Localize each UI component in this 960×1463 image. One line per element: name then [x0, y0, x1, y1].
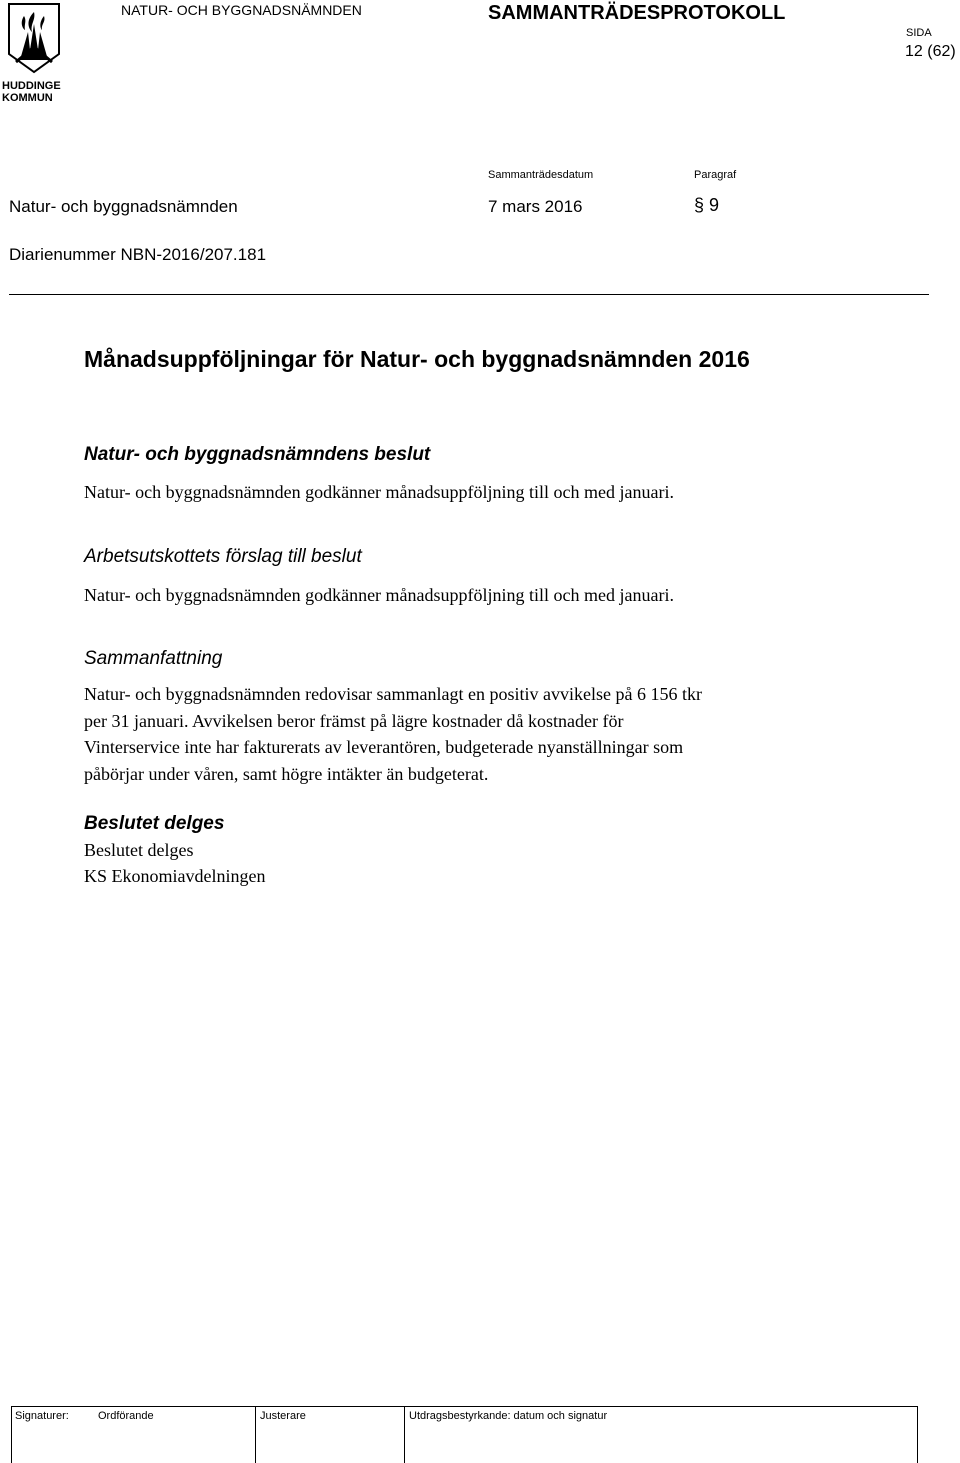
proposal-text: Natur- och byggnadsnämnden godkänner månadsuppföljning till och med januari.	[84, 585, 674, 605]
meeting-date-label: Sammanträdesdatum	[488, 169, 594, 181]
summary-line: Natur- och byggnadsnämnden redovisar sammanlagt en positiv avvikelse på 6 156 tkr	[84, 684, 702, 704]
distribution-heading: Beslutet delges	[84, 813, 225, 834]
paragraph-label: Paragraf	[694, 169, 737, 181]
page-label: SIDA	[906, 27, 932, 39]
summary-line: Vinterservice inte har fakturerats av leverantören, budgeterade nyanställningar som	[84, 737, 684, 757]
logo-text-line1: HUDDINGE	[2, 80, 61, 92]
signature-divider	[404, 1406, 405, 1463]
chair-signature-field: Ordförande	[98, 1410, 154, 1422]
organization-header: NATUR- OCH BYGGNADSNÄMNDEN	[121, 2, 362, 18]
adjuster-signature-field: Justerare	[260, 1410, 306, 1422]
certifier-signature-field: Utdragsbestyrkande: datum och signatur	[409, 1410, 608, 1422]
huddinge-logo	[2, 2, 62, 104]
summary-text	[84, 681, 702, 787]
page-number: 12 (62)	[905, 43, 956, 60]
distribution-line: KS Ekonomiavdelningen	[84, 866, 266, 886]
page-title: Månadsuppföljningar för Natur- och byggnadsnämnden 2016	[84, 346, 750, 372]
header-divider	[9, 294, 929, 295]
decision-text: Natur- och byggnadsnämnden godkänner månadsuppföljning till och med januari.	[84, 482, 674, 502]
summary-heading: Sammanfattning	[84, 648, 223, 669]
signatures-label: Signaturer:	[15, 1410, 69, 1422]
summary-line: påbörjar under våren, samt högre intäkter än budgeterat.	[84, 763, 489, 784]
paragraph-number: § 9	[694, 195, 720, 215]
signature-divider	[255, 1406, 256, 1463]
committee-name: Natur- och byggnadsnämnden	[9, 197, 238, 216]
logo-text-line2: KOMMUN	[2, 92, 53, 104]
proposal-heading: Arbetsutskottets förslag till beslut	[84, 546, 362, 567]
distribution-line: Beslutet delges	[84, 840, 194, 860]
summary-line: per 31 januari. Avvikelsen beror främst på lägre kostnader då kostnader för	[84, 710, 624, 731]
diary-number: Diarienummer NBN-2016/207.181	[9, 245, 267, 264]
meeting-date: 7 mars 2016	[488, 197, 583, 216]
document-type: SAMMANTRÄDESPROTOKOLL	[488, 2, 786, 24]
decision-heading: Natur- och byggnadsnämndens beslut	[84, 444, 431, 465]
